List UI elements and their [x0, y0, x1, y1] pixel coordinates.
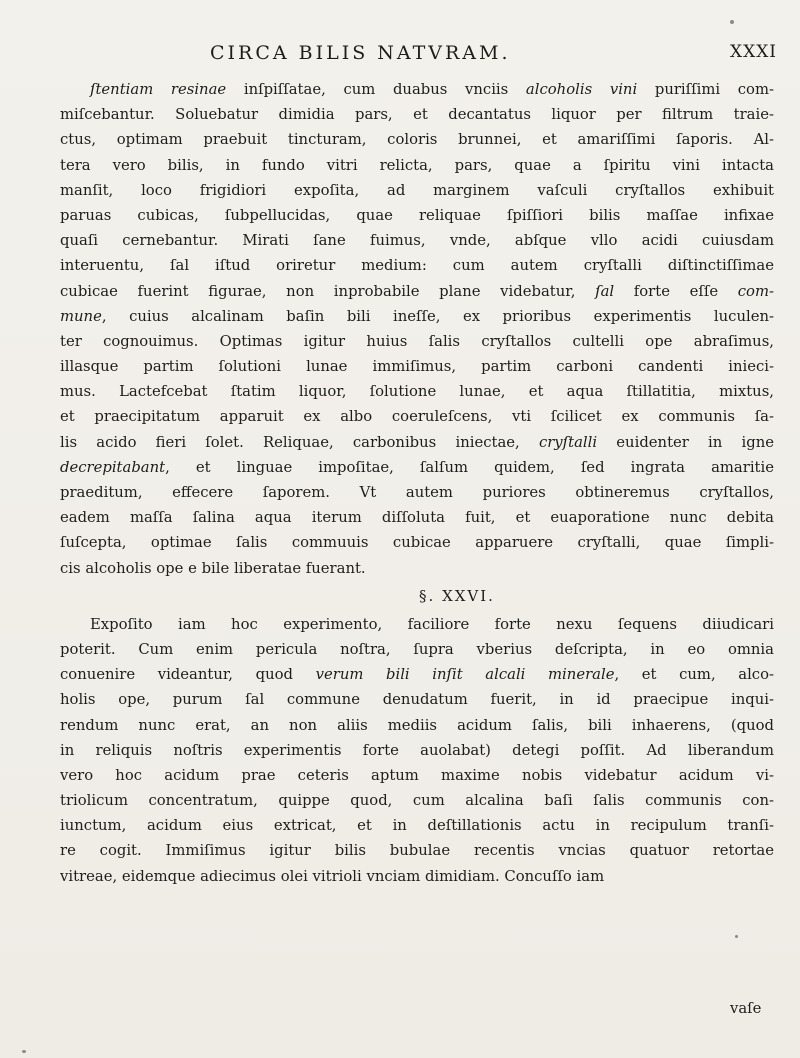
catchword: vaſe	[730, 1000, 762, 1017]
text-line	[60, 379, 774, 404]
text-run: conuenire videantur, quod	[60, 666, 316, 684]
text-line	[60, 864, 774, 889]
text-line	[60, 253, 774, 278]
text-line	[60, 329, 774, 354]
italic-text: mune	[60, 307, 102, 325]
text-line	[60, 480, 774, 505]
text-line	[60, 279, 774, 304]
text-run: vitreae, eidemque adiecimus olei vitrioli vnciam dimidiam. Concuſſo iam	[60, 867, 605, 885]
page-header	[0, 42, 800, 70]
italic-text: alcoholis vini	[525, 81, 638, 98]
text-run: iunctum, acidum eius extricat, et in deſtillationis actu in recipulum tranſi-	[60, 817, 774, 835]
text-run: praeditum, effecere ſaporem. Vt autem puriores obtineremus cryſtallos,	[60, 484, 774, 501]
text-run: holis ope, purum ſal commune denudatum fuerit, in id praecipue inqui-	[60, 691, 774, 709]
text-run: , cuius alcalinam baſin bili ineſſe, ex prioribus experimentis luculen-	[101, 307, 774, 325]
text-line	[60, 612, 774, 637]
text-line	[60, 530, 774, 555]
text-run: ctus, optimam praebuit tincturam, coloris brunnei, et amariſſimi ſaporis. Al-	[60, 131, 774, 149]
paragraph-2	[60, 612, 774, 889]
text-run: interuentu, ſal iſtud oriretur medium: cum autem cryſtalli diſtinctiſſimae	[60, 257, 774, 275]
text-line	[60, 77, 774, 102]
text-run: ter cognouimus. Optimas igitur huius ſalis cryſtallos cultelli ope abraſimus,	[60, 332, 774, 350]
text-run: miſcebantur. Soluebatur dimidia pars, et decantatus liquor per filtrum traie-	[60, 106, 774, 124]
ink-speck	[730, 20, 734, 24]
italic-text: ſal	[595, 282, 615, 300]
ink-speck	[22, 1050, 26, 1053]
text-run: manſit, loco frigidiori expoſita, ad marginem vaſculi cryſtallos exhibuit	[60, 181, 774, 199]
text-line	[60, 505, 774, 530]
text-run: vero hoc acidum prae ceteris aptum maxime nobis videbatur acidum vi-	[60, 766, 774, 784]
text-run: forte eſſe	[614, 282, 738, 300]
italic-text: verum bili inſit alcali minerale	[315, 666, 615, 684]
text-run: mus. Lactefcebat ſtatim liquor, ſolutione lunae, et aqua ſtillatitia, mixtus,	[60, 383, 774, 401]
text-run: triolicum concentratum, quippe quod, cum alcalina baſi ſalis communis con-	[60, 792, 774, 810]
text-run: in reliquis noſtris experimentis forte auolabat) detegi poſſit. Ad liberandum	[60, 741, 774, 759]
page-number: XXXI	[730, 42, 778, 62]
section-heading: §. XXVI.	[419, 586, 495, 605]
text-line	[60, 304, 774, 329]
text-line	[60, 556, 774, 581]
text-run: euidenter in igne	[597, 433, 774, 451]
text-line	[60, 404, 774, 429]
text-run: Expoſito iam hoc experimento, faciliore forte nexu ſequens diiudicari	[90, 615, 774, 633]
running-head: CIRCA BILIS NATVRAM.	[210, 42, 511, 64]
text-run: tera vero bilis, in fundo vitri relicta, pars, quae a ſpiritu vini intacta	[60, 156, 774, 174]
text-line	[60, 203, 774, 228]
body-text	[60, 77, 774, 889]
ink-speck	[735, 935, 738, 938]
text-line	[60, 788, 774, 813]
text-run: , et linguae impoſitae, ſalſum quidem, ſed ingrata amaritie	[165, 458, 774, 476]
text-run: illasque partim ſolutioni lunae immiſimus, partim carboni candenti inieci-	[60, 358, 774, 376]
text-line	[60, 713, 774, 738]
text-run: quaſi cernebantur. Mirati ſane fuimus, vnde, abſque vllo acidi cuiusdam	[60, 232, 774, 250]
text-line	[60, 662, 774, 687]
text-line	[60, 228, 774, 253]
italic-text: cryſtalli	[538, 433, 598, 451]
text-run: poterit. Cum enim pericula noſtra, ſupra vberius deſcripta, in eo omnia	[60, 640, 774, 658]
text-line	[60, 102, 774, 127]
text-line	[60, 763, 774, 788]
text-run: paruas cubicas, ſubpellucidas, quae reliquae ſpiſſiori bilis maſſae infixae	[60, 206, 774, 224]
text-run: puriſſimi com-	[637, 81, 774, 98]
text-run: cubicae fuerint figurae, non inprobabile plane videbatur,	[60, 282, 596, 300]
text-run: inſpiſſatae, cum duabus vnciis	[226, 81, 526, 98]
italic-text: ſtentiam resinae	[90, 81, 227, 98]
text-run: rendum nunc erat, an non aliis mediis acidum ſalis, bili inhaerens, (quod	[60, 716, 774, 734]
text-line	[60, 813, 774, 838]
italic-text: com-	[737, 282, 774, 300]
text-line	[60, 738, 774, 763]
italic-text: decrepitabant	[60, 458, 166, 476]
text-run: , et cum, alco-	[614, 666, 774, 684]
text-run: lis acido fieri ſolet. Reliquae, carbonibus iniectae,	[60, 433, 539, 451]
text-run: et praecipitatum apparuit ex albo coeruleſcens, vti ſcilicet ex communis ſa-	[60, 408, 774, 426]
text-run: re cogit. Immiſimus igitur bilis bubulae recentis vncias quatuor retortae	[60, 842, 774, 860]
text-line	[60, 455, 774, 480]
text-line	[60, 637, 774, 662]
text-line	[60, 153, 774, 178]
text-run: eadem maſſa ſalina aqua iterum diſſoluta fuit, et euaporatione nunc debita	[60, 509, 774, 527]
text-line	[60, 430, 774, 455]
text-run: cis alcoholis ope e bile liberatae fuerant.	[60, 559, 366, 577]
text-run: ſuſcepta, optimae ſalis commuuis cubicae apparuere cryſtalli, quae ſimpli-	[60, 534, 774, 552]
text-line	[60, 178, 774, 203]
text-line	[60, 687, 774, 712]
text-line	[60, 127, 774, 152]
text-line	[60, 838, 774, 863]
paragraph-1	[60, 77, 774, 581]
text-line	[60, 354, 774, 379]
